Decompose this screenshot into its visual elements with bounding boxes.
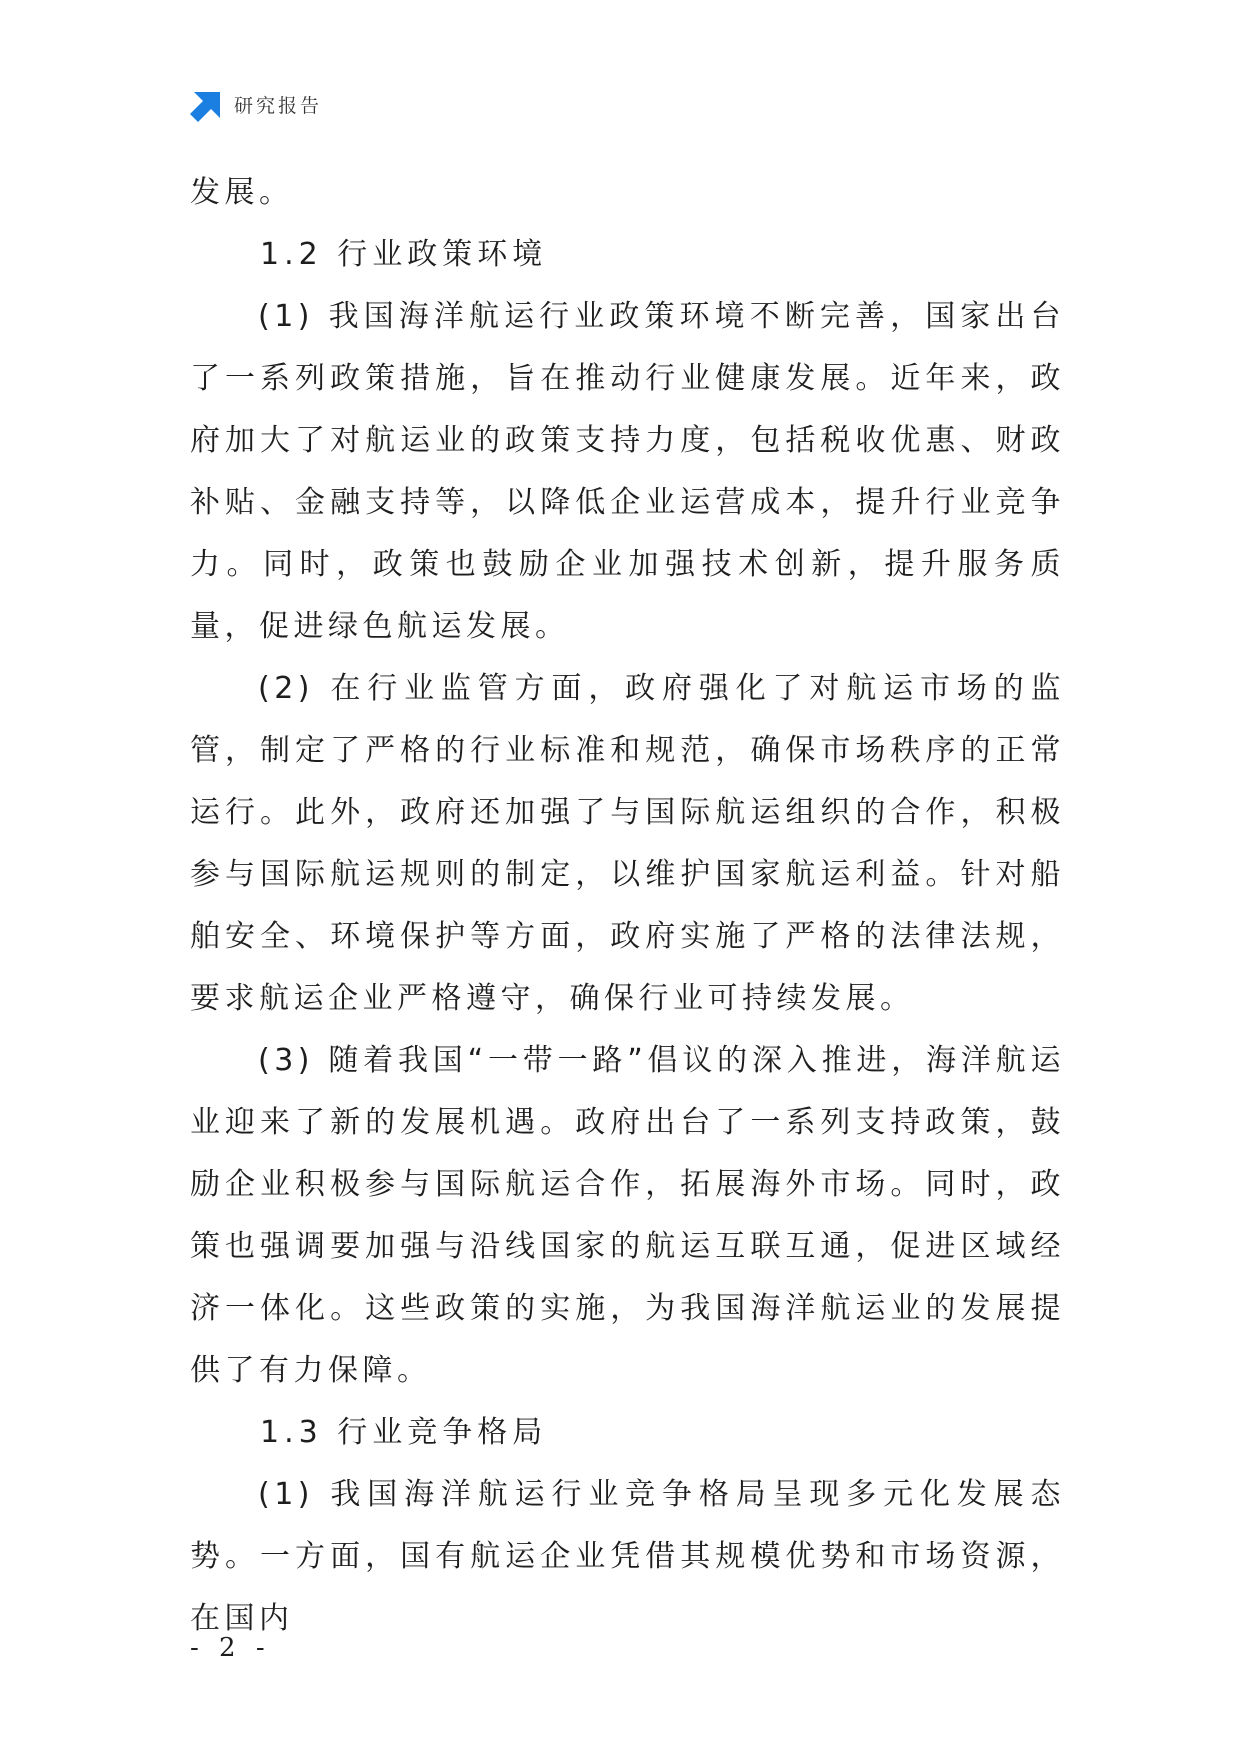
paragraph-continuation: 发展。 (190, 175, 294, 210)
section-heading-1-3: 1.3 行业竞争格局 (260, 1415, 548, 1450)
arrow-up-right-icon (190, 90, 222, 122)
paragraph-competition-1: (1) 我国海洋航运行业竞争格局呈现多元化发展态势。一方面，国有航运企业凭借其规模优势和市场资源，在国内 (190, 1477, 1065, 1636)
page-number: - 2 - (190, 1633, 271, 1663)
page-header (190, 90, 322, 122)
section-heading-1-2: 1.2 行业政策环境 (260, 237, 548, 272)
header-title: 研究报告 (234, 95, 323, 117)
paragraph-policy-2: (2) 在行业监管方面，政府强化了对航运市场的监管，制定了严格的行业标准和规范，确保市场秩序的正常运行。此外，政府还加强了与国际航运组织的合作，积极参与国际航运规则的制定，以维护国家航运利益。针对船舶安全、环境保护等方面，政府实施了严格的法律法规，要求航运企业严格遵守，确保行业可持续发展。 (190, 671, 1065, 1016)
paragraph-policy-3: (3) 随着我国“一带一路”倡议的深入推进，海洋航运业迎来了新的发展机遇。政府出台了一系列支持政策，鼓励企业积极参与国际航运合作，拓展海外市场。同时，政策也强调要加强与沿线国家的航运互联互通，促进区域经济一体化。这些政策的实施，为我国海洋航运业的发展提供了有力保障。 (190, 1043, 1065, 1388)
paragraph-policy-1: (1) 我国海洋航运行业政策环境不断完善，国家出台了一系列政策措施，旨在推动行业健康发展。近年来，政府加大了对航运业的政策支持力度，包括税收优惠、财政补贴、金融支持等，以降低企业运营成本，提升行业竞争力。同时，政策也鼓励企业加强技术创新，提升服务质量，促进绿色航运发展。 (190, 299, 1065, 644)
document-body (190, 162, 1065, 1650)
